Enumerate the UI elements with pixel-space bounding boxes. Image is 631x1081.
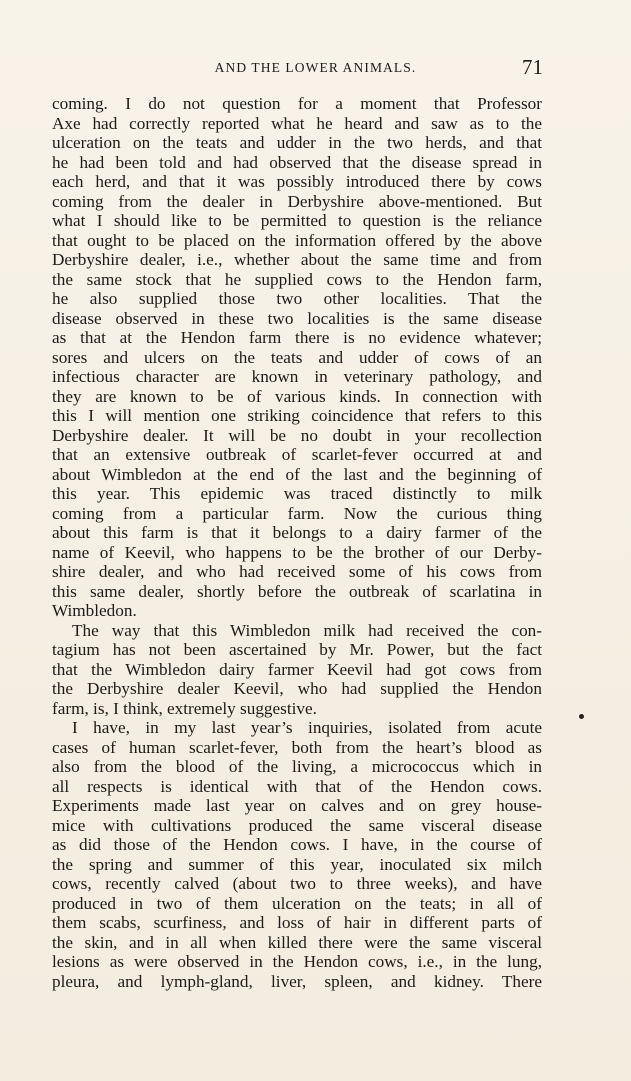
text-line: disease observed in these two localities is the same disease (52, 308, 542, 328)
paragraph-2 (52, 621, 542, 719)
text-line: the spring and summer of this year, inoculated six milch (52, 854, 542, 874)
margin-mark (579, 714, 584, 719)
text-line: coming from a particular farm. Now the curious thing (52, 503, 542, 523)
text-line: that ought to be placed on the information offered by the above (52, 230, 542, 250)
text-line: each herd, and that it was possibly introduced there by cows (52, 172, 542, 191)
text-line: as that at the Hendon farm there is no evidence whatever; (52, 328, 542, 347)
text-line: also from the blood of the living, a micrococcus which in (52, 757, 542, 776)
text-line: Axe had correctly reported what he heard and saw as to the (52, 113, 542, 133)
running-head (0, 55, 631, 80)
text-line: about Wimbledon at the end of the last and the beginning of (52, 464, 542, 484)
text-line: he also supplied those two other localities. That the (52, 289, 542, 308)
text-line: what I should like to be permitted to question is the reliance (52, 211, 542, 230)
text-line: them scabs, scurfiness, and loss of hair in different parts of (52, 913, 542, 932)
text-line: shire dealer, and who had received some of his cows from (52, 562, 542, 581)
text-line: infectious character are known in veterinary pathology, and (52, 367, 542, 386)
text-line: that an extensive outbreak of scarlet-fever occurred at and (52, 445, 542, 464)
text-line: Derbyshire dealer. It will be no doubt in your recollection (52, 425, 542, 445)
text-line: coming. I do not question for a moment that Professor (52, 94, 542, 113)
text-line: farm, is, I think, extremely suggestive. (52, 698, 317, 718)
running-title: AND THE LOWER ANIMALS. (214, 60, 417, 75)
paragraph-1 (52, 94, 542, 621)
text-line: this same dealer, shortly before the outbreak of scarlatina in (52, 581, 542, 601)
text-line: tagium has not been ascertained by Mr. Power, but the fact (52, 640, 542, 659)
text-line: Wimbledon. (52, 601, 137, 620)
text-line: produced in two of them ulceration on the teats; in all of (52, 893, 542, 913)
text-line: that the Wimbledon dairy farmer Keevil had got cows from (52, 659, 542, 679)
text-line: the same stock that he supplied cows to the Hendon farm, (52, 269, 542, 289)
paragraph-3 (52, 718, 542, 991)
text-line: name of Keevil, who happens to be the brother of our Derby- (52, 542, 542, 562)
text-line: about this farm is that it belongs to a dairy farmer of the (52, 523, 542, 542)
page-number: 71 (522, 55, 543, 79)
text-line: cases of human scarlet-fever, both from the heart’s blood as (52, 737, 542, 757)
text-line: sores and ulcers on the teats and udder of cows of an (52, 347, 542, 367)
text-line: cows, recently calved (about two to three weeks), and have (52, 874, 542, 893)
text-line: this I will mention one striking coincidence that refers to this (52, 406, 542, 425)
text-line: I have, in my last year’s inquiries, isolated from acute (72, 718, 542, 737)
text-line: they are known to be of various kinds. In connection with (52, 386, 542, 406)
text-line: mice with cultivations produced the same visceral disease (52, 815, 542, 835)
text-line: coming from the dealer in Derbyshire above-mentioned. But (52, 191, 542, 211)
text-line: this year. This epidemic was traced distinctly to milk (52, 484, 542, 503)
text-line: Experiments made last year on calves and on grey house- (52, 796, 542, 815)
text-line: Derbyshire dealer, i.e., whether about the same time and from (52, 250, 542, 269)
text-line: the skin, and in all when killed there were the same visceral (52, 932, 542, 952)
text-line: pleura, and lymph-gland, liver, spleen, and kidney. There (52, 971, 542, 991)
text-line: all respects is identical with that of the Hendon cows. (52, 776, 542, 796)
text-line: as did those of the Hendon cows. I have, in the course of (52, 835, 542, 854)
text-line: the Derbyshire dealer Keevil, who had supplied the Hendon (52, 679, 542, 698)
text-line: ulceration on the teats and udder in the two herds, and that (52, 133, 542, 152)
body-text (52, 94, 542, 991)
text-line: he had been told and had observed that the disease spread in (52, 152, 542, 172)
text-line: lesions as were observed in the Hendon cows, i.e., in the lung, (52, 952, 542, 971)
text-line: The way that this Wimbledon milk had received the con- (72, 620, 542, 640)
